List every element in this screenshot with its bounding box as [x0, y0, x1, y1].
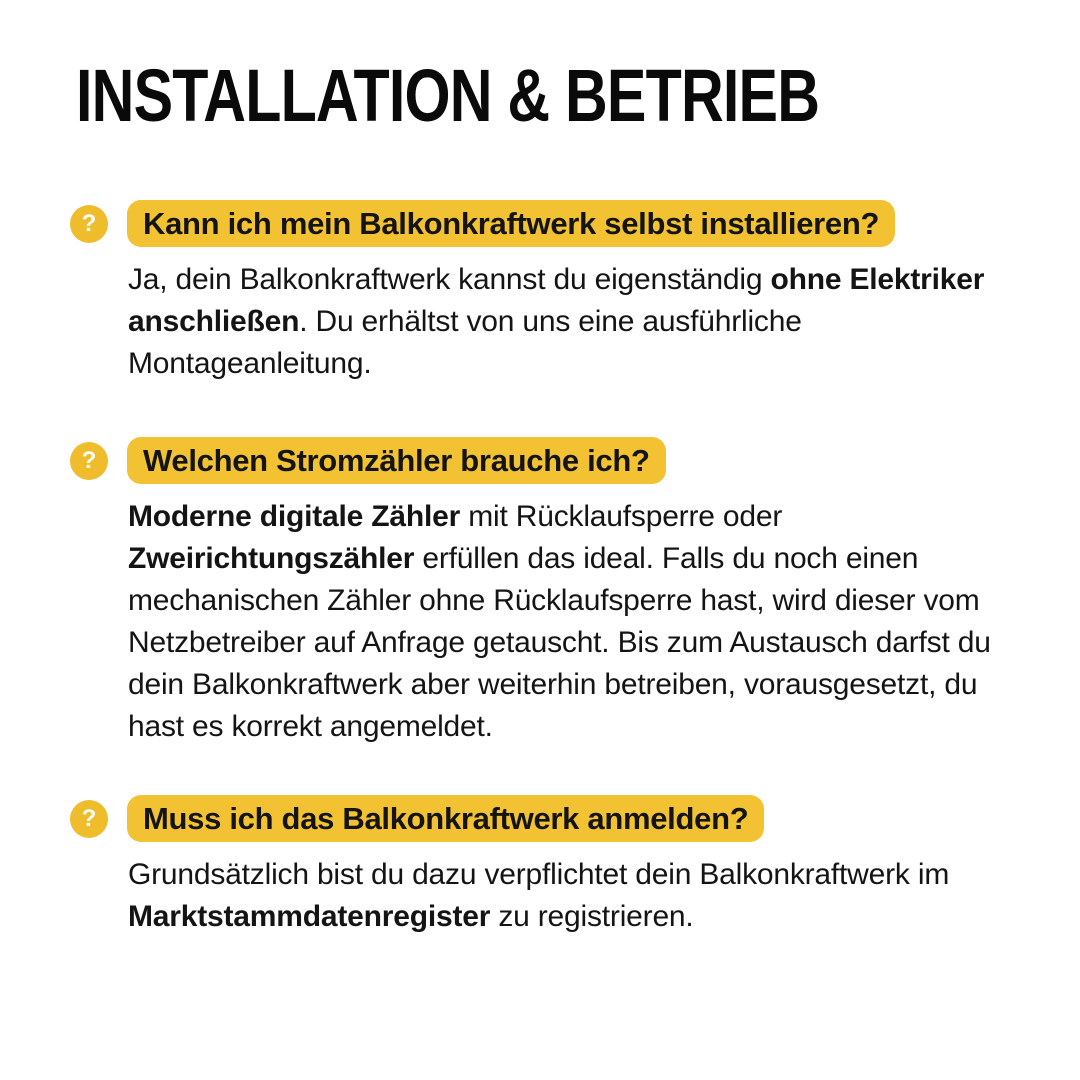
- answer-text-segment: zu registrieren.: [490, 900, 694, 933]
- question-mark-glyph: ?: [81, 209, 97, 237]
- page-title: INSTALLATION & BETRIEB: [76, 54, 820, 137]
- answer-text-segment-bold: Moderne digitale Zähler: [128, 500, 461, 533]
- answer-paragraph: [128, 854, 1008, 938]
- faq-section-stromzaehler: [70, 437, 1080, 748]
- answer-text-segment: erfüllen das ideal. Falls du noch einen mechanischen Zähler ohne Rücklaufsperre hast, wird dieser vom Netzbetreiber auf Anfrage getauscht. Bis zum Austausch darfst du dein Balkonkraftwerk aber weiterhin betreiben, vorausgesetzt, du hast es korrekt angemeldet.: [128, 542, 991, 743]
- faq-section-installation: [70, 200, 1080, 385]
- answer-text-segment: . Du erhältst von uns eine ausführliche Montageanleitung.: [128, 305, 802, 380]
- answer-text-segment: Ja, dein Balkonkraftwerk kannst du eigenständig: [128, 263, 771, 296]
- answer-text-segment: Grundsätzlich bist du dazu verpflichtet dein Balkonkraftwerk im: [128, 858, 950, 891]
- question-mark-glyph: ?: [81, 804, 97, 832]
- question-mark-icon: [70, 800, 108, 838]
- question-mark-icon: [70, 205, 108, 243]
- answer-paragraph: [128, 259, 1008, 385]
- answer-text-segment-bold: Marktstammdatenregister: [128, 900, 491, 933]
- question-highlight: Muss ich das Balkonkraftwerk anmelden?: [127, 795, 764, 842]
- question-row: [70, 795, 1080, 842]
- question-row: [70, 200, 1080, 247]
- question-mark-icon: [70, 442, 108, 480]
- answer-text-segment-bold: Zweirichtungszähler: [128, 542, 415, 575]
- question-row: [70, 437, 1080, 484]
- question-highlight: Welchen Stromzähler brauche ich?: [127, 437, 666, 484]
- question-highlight: Kann ich mein Balkonkraftwerk selbst installieren?: [127, 200, 895, 247]
- question-mark-glyph: ?: [81, 446, 97, 474]
- faq-section-anmeldung: [70, 795, 1080, 938]
- answer-text-segment: mit Rücklaufsperre oder: [460, 500, 783, 533]
- answer-paragraph: [128, 496, 1008, 748]
- answer-text-segment-bold: ohne Elektriker anschließen: [128, 263, 985, 338]
